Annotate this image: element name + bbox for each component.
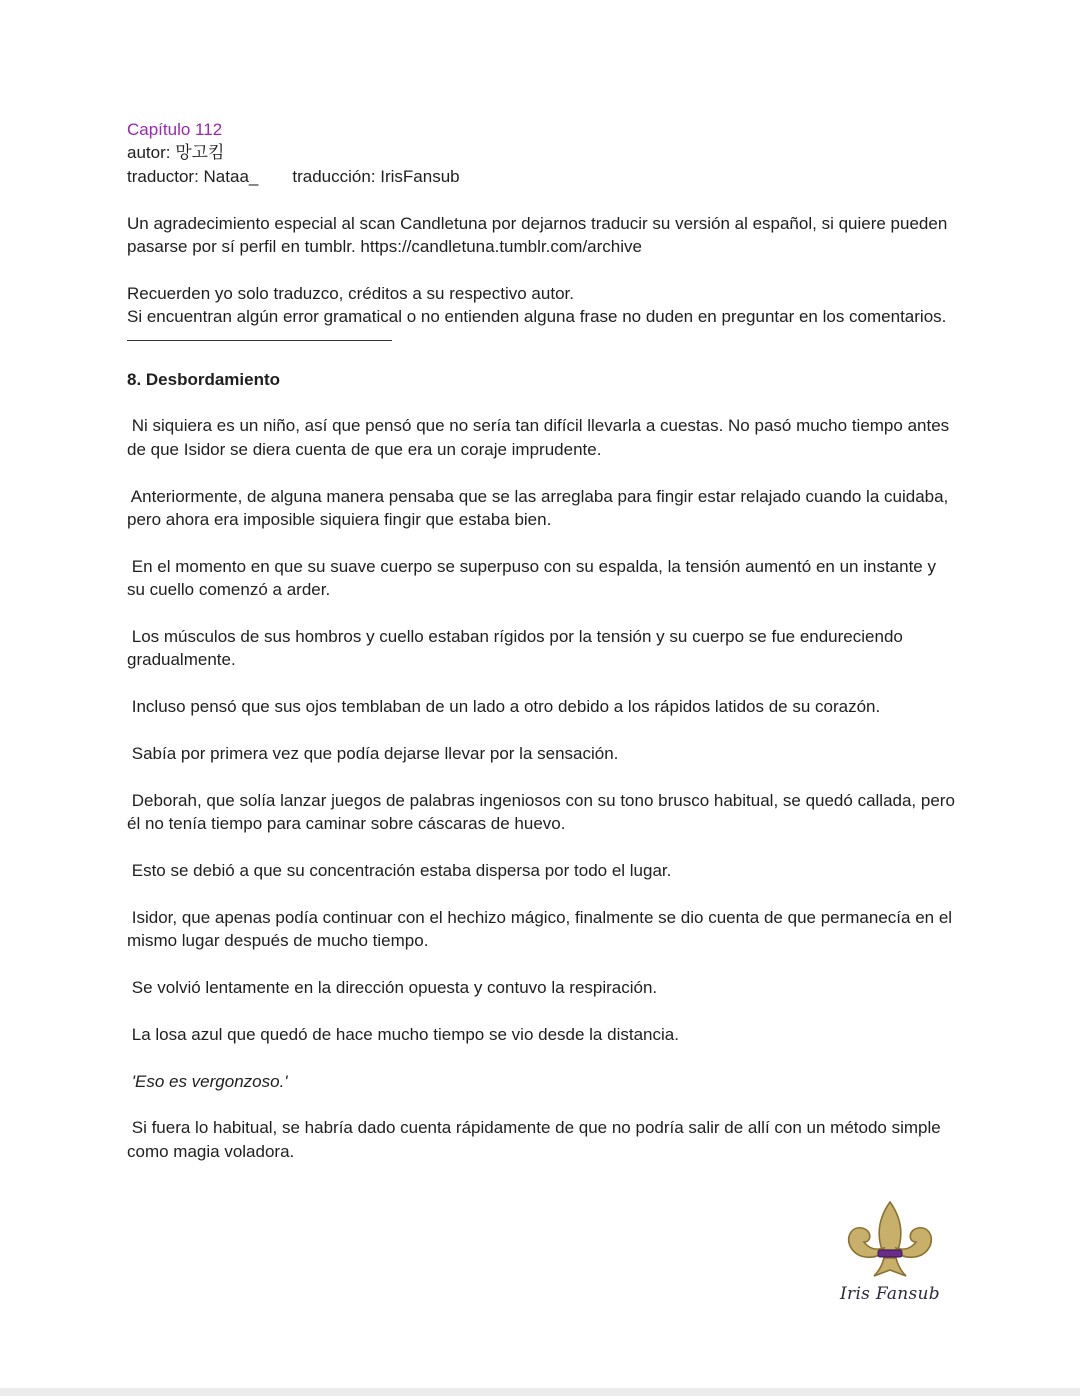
story-paragraph: Los músculos de sus hombros y cuello estaban rígidos por la tensión y su cuerpo se fue endureciendo gradualmente. <box>127 627 903 670</box>
fleur-de-lis-icon <box>840 1198 940 1282</box>
story-paragraph: Esto se debió a que su concentración estaba dispersa por todo el lugar. <box>131 861 672 881</box>
document-page <box>127 118 957 1163</box>
translation-line: traducción: IrisFansub <box>292 166 460 186</box>
translator-line: traductor: Nataa_ <box>127 166 259 186</box>
story-paragraph: Si fuera lo habitual, se habría dado cuenta rápidamente de que no podría salir de allí con un método simple como magia voladora. <box>127 1118 941 1161</box>
story-paragraph: Anteriormente, de alguna manera pensaba que se las arreglaba para fingir estar relajado cuando la cuidaba, pero ahora era imposible siquiera fingir que estaba bien. <box>127 486 949 530</box>
bottom-edge-bar <box>0 1388 1080 1396</box>
story-paragraph: Deborah, que solía lanzar juegos de palabras ingeniosos con su tono brusco habitual, se quedó callada, pero él no tenía tiempo para caminar sobre cáscaras de huevo. <box>127 790 955 834</box>
story-paragraph-thought: 'Eso es vergonzoso.' <box>131 1071 288 1091</box>
story-paragraph: Sabía por primera vez que podía dejarse llevar por la sensación. <box>131 744 619 764</box>
divider-line <box>127 340 392 341</box>
iris-fansub-logo <box>840 1198 940 1310</box>
story-paragraph: En el momento en que su suave cuerpo se superpuso con su espalda, la tensión aumentó en un instante y su cuello comenzó a arder. <box>127 556 936 600</box>
story-paragraph: Isidor, que apenas podía continuar con el hechizo mágico, finalmente se dio cuenta de que permanecía en el mismo lugar después de mucho tiempo. <box>127 907 953 951</box>
story-paragraph: La losa azul que quedó de hace mucho tiempo se vio desde la distancia. <box>131 1024 679 1044</box>
section-heading: 8. Desbordamiento <box>127 369 281 389</box>
errors-note: Si encuentran algún error gramatical o no entienden alguna frase no duden en preguntar en los comentarios. <box>127 307 947 327</box>
story-paragraph: Se volvió lentamente en la dirección opuesta y contuvo la respiración. <box>131 978 658 998</box>
story-paragraph: Incluso pensó que sus ojos temblaban de un lado a otro debido a los rápidos latidos de su corazón. <box>131 697 881 717</box>
author-line: autor: 망고킴 <box>127 143 225 163</box>
logo-text: Iris Fansub <box>840 1284 940 1304</box>
story-paragraph: Ni siquiera es un niño, así que pensó que no sería tan difícil llevarla a cuestas. No pasó mucho tiempo antes de que Isidor se diera cuenta de que era un coraje imprudente. <box>127 416 950 459</box>
credits-line <box>127 165 957 188</box>
thanks-paragraph: Un agradecimiento especial al scan Candletuna por dejarnos traducir su versión al español, si quiere pueden pasarse por sí perfil en tumblr. https://candletuna.tumblr.com/archive <box>127 213 948 257</box>
chapter-title: Capítulo 112 <box>127 120 223 139</box>
credits-note: Recuerden yo solo traduzco, créditos a su respectivo autor. <box>127 283 574 303</box>
